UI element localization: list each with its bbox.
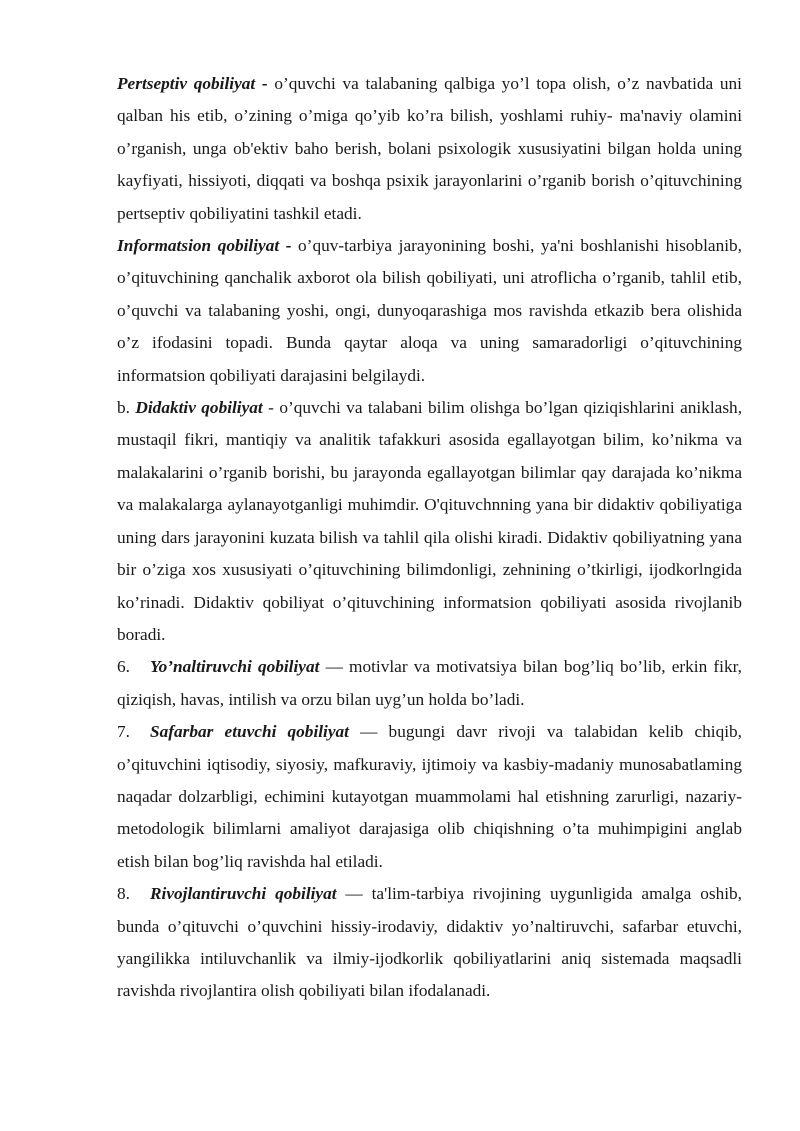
paragraph-yonaltiruvchi [117,651,742,716]
paragraph-informatsion [117,230,742,392]
term-safarbar: Safarbar etuvchi qobiliyat [150,722,349,742]
paragraph-number: 8. [117,884,130,904]
paragraph-text: — motivlar va motivatsiya bilan bog’liq bo’lib, erkin fikr, qiziqish, havas, intilish va orzu bilan uyg’un holda bo’ladi. [117,657,742,709]
term-didaktiv: Didaktiv qobiliyat [135,398,263,418]
paragraph-text: — bugungi davr rivoji va talabidan kelib chiqib, o’qituvchini iqtisodiy, siyosiy, mafkuraviy, ijtimoiy va kasbiy-madaniy munosabatlaming naqadar dolzarbligi, echimini kutayotgan muammolami hal etishning zarurligi, nazariy-metodologik bilimlarni amaliyot darajasiga olib chiqishning o’ta muhimpigini anglab etish bilan bog’liq ravishda hal etiladi. [117,722,742,871]
paragraph-safarbar [117,716,742,878]
paragraph-rivojlantiruvchi [117,878,742,1008]
paragraph-number: 7. [117,722,130,742]
paragraph-pertseptiv [117,68,742,230]
paragraph-didaktiv [117,392,742,651]
term-yonaltiruvchi: Yo’naltiruvchi qobiliyat [150,657,320,677]
paragraph-number: 6. [117,657,130,677]
paragraph-text: — ta'lim-tarbiya rivojining uygunligida amalga oshib, bunda o’qituvchi o’quvchini hissiy-irodaviy, didaktiv yo’naltiruvchi, safarbar etuvchi, yangilikka intiluvchanlik va ilmiy-ijodkorlik qobiliyatlarini aniq sistemada maqsadli ravishda rivojlantira olish qobiliyati bilan ifodalanadi. [117,884,742,1001]
term-informatsion: Informatsion qobiliyat - [117,236,292,256]
paragraph-text: o’quv-tarbiya jarayonining boshi, ya'ni boshlanishi hisoblanib, o’qituvchining qanchalik axborot ola bilish qobiliyati, uni atroflicha o’rganib, tahlil etib, o’quvchi va talabaning yoshi, ongi, dunyoqarashiga mos ravishda etkazib bera olishida o’z ifodasini topadi. Bunda qaytar aloqa va uning samaradorligi o’qituvchining informatsion qobiliyati darajasini belgilaydi. [117,236,742,385]
paragraph-number: b. [117,398,136,418]
paragraph-text: - o’quvchi va talabani bilim olishga bo’lgan qiziqishlarini aniklash, mustaqil fikri, mantiqiy va analitik tafakkuri asosida egallayotgan bilim, ko’nikma va malakalarini o’rganib borishi, bu jarayonda egallayotgan bilimlar qay darajada ko’nikma va malakalarga aylanayotganligi muhimdir. O'qituvchnning yana bir didaktiv qobiliyatiga uning dars jarayonini kuzata bilish va tahlil qila olishi kiradi. Didaktiv qobiliyatning yana bir o’ziga xos xususiyati o’qituvchining bilimdonligi, zehnining o’tkirligi, ijodkorlngida ko’rinadi. Didaktiv qobiliyat o’qituvchining informatsion qobiliyati asosida rivojlanib boradi. [117,398,743,644]
term-pertseptiv: Pertseptiv qobiliyat - [117,74,268,93]
paragraph-text: o’quvchi va talabaning qalbiga yo’l topa olish, o’z navbatida uni qalban his etib, o’zining o’miga qo’yib ko’ra bilish, yoshlami ruhiy- ma'naviy olamini o’rganish, unga ob'ektiv baho berish, bolani psixologik xususiyatini bilgan holda uning kayfiyati, hissiyoti, diqqati va boshqa psixik jarayonlarini o’rganib borish o’qituvchining pertseptiv qobiliyatini tashkil etadi. [117,74,742,223]
document-page [117,68,742,1008]
term-rivojlantiruvchi: Rivojlantiruvchi qobiliyat [150,884,337,904]
